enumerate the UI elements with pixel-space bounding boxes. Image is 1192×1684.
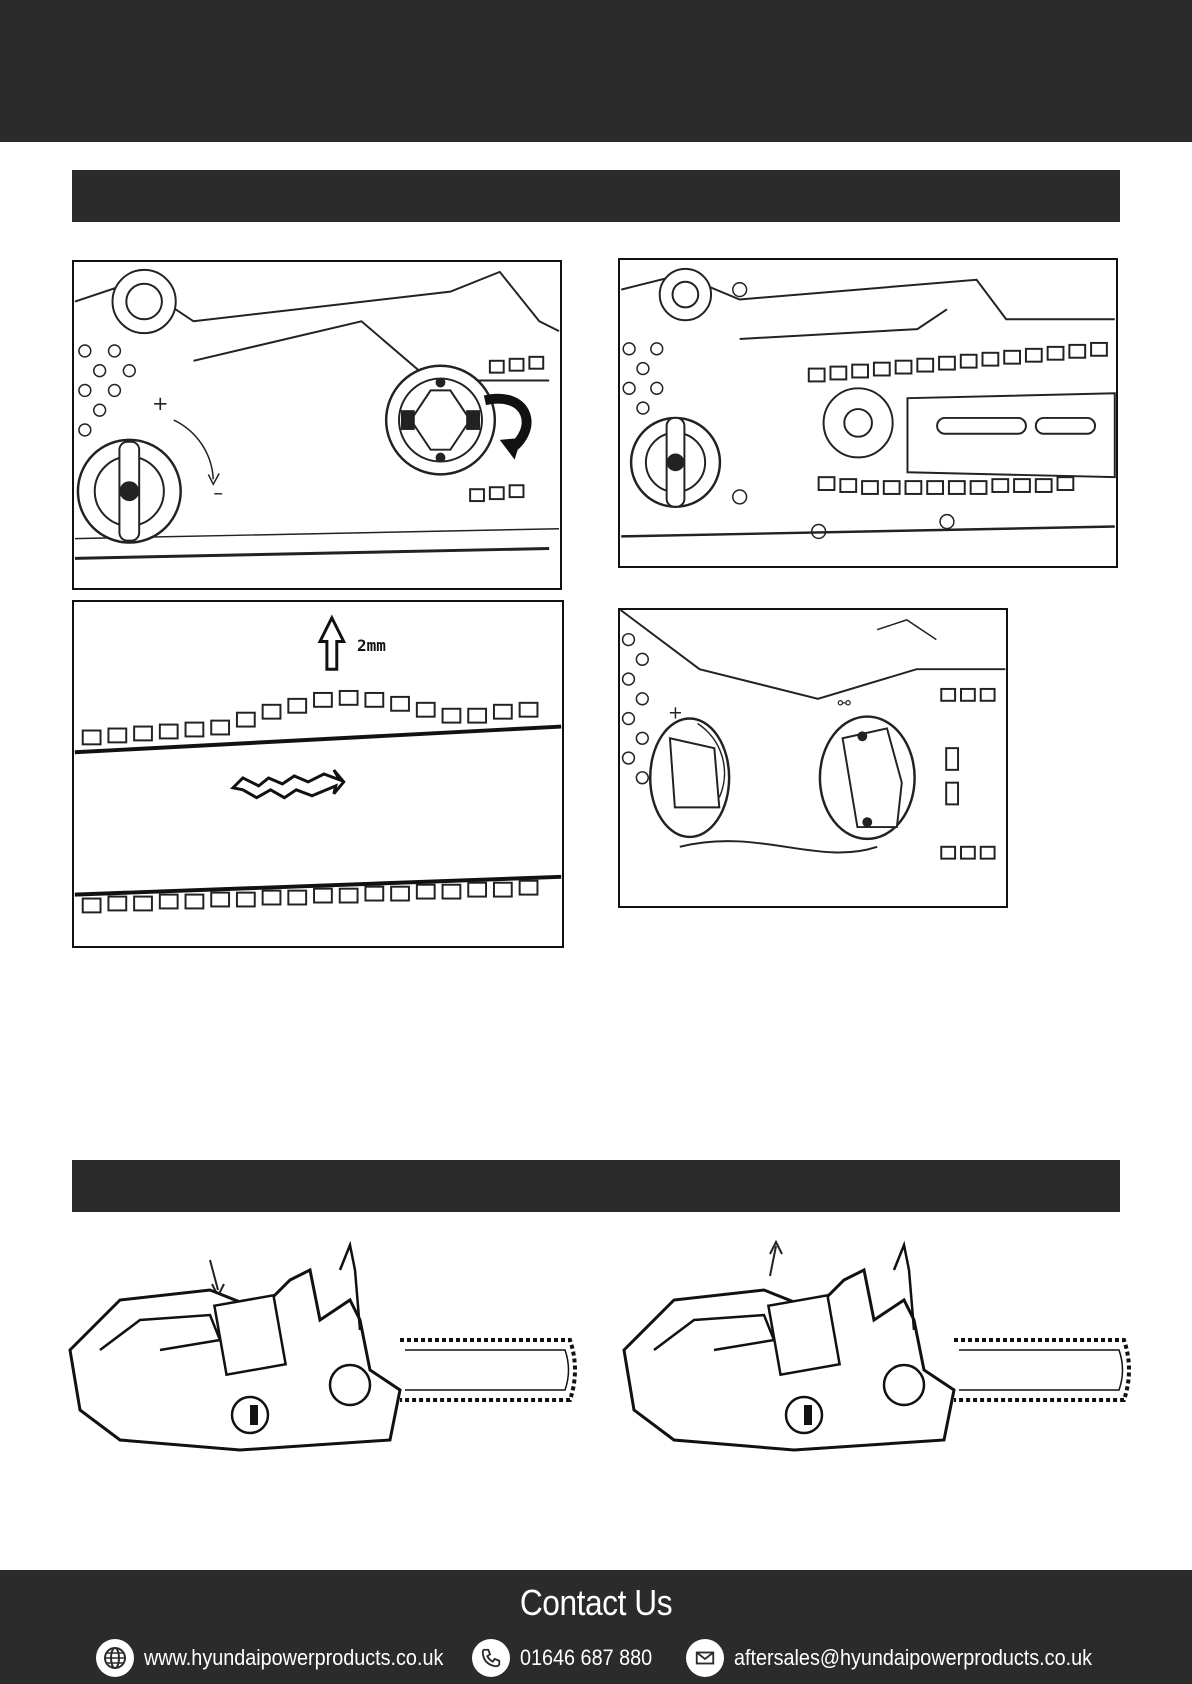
- svg-text:⚯: ⚯: [837, 693, 851, 713]
- figure-battery-insert: [60, 1240, 580, 1460]
- chain-raise-label: 2mm: [357, 636, 386, 655]
- contact-footer: [0, 1570, 1192, 1684]
- svg-text:+: +: [667, 703, 683, 724]
- section-heading-bar-2: [72, 1160, 1120, 1212]
- header-band: [0, 0, 1192, 142]
- svg-text:+: +: [152, 392, 169, 416]
- email-address[interactable]: aftersales@hyundaipowerproducts.co.uk: [734, 1645, 1093, 1670]
- envelope-icon: [686, 1639, 724, 1677]
- contact-title: Contact Us: [519, 1582, 673, 1623]
- globe-icon: [96, 1639, 134, 1677]
- figure-tension-knob-rotate: [72, 260, 562, 590]
- phone-number[interactable]: 01646 687 880: [520, 1645, 653, 1670]
- phone-contact[interactable]: [472, 1638, 667, 1678]
- phone-icon: [472, 1639, 510, 1677]
- figure-bar-and-chain-fitted: [618, 258, 1118, 568]
- figure-side-cover-knobs: [618, 608, 1008, 908]
- website-link[interactable]: www.hyundaipowerproducts.co.uk: [144, 1645, 444, 1670]
- figure-chain-tension-check: [72, 600, 564, 948]
- figure-battery-remove: [614, 1240, 1134, 1460]
- email-contact[interactable]: [686, 1638, 1132, 1678]
- section-heading-bar-1: [72, 170, 1120, 222]
- svg-text:–: –: [213, 481, 224, 505]
- website-contact[interactable]: [96, 1638, 477, 1678]
